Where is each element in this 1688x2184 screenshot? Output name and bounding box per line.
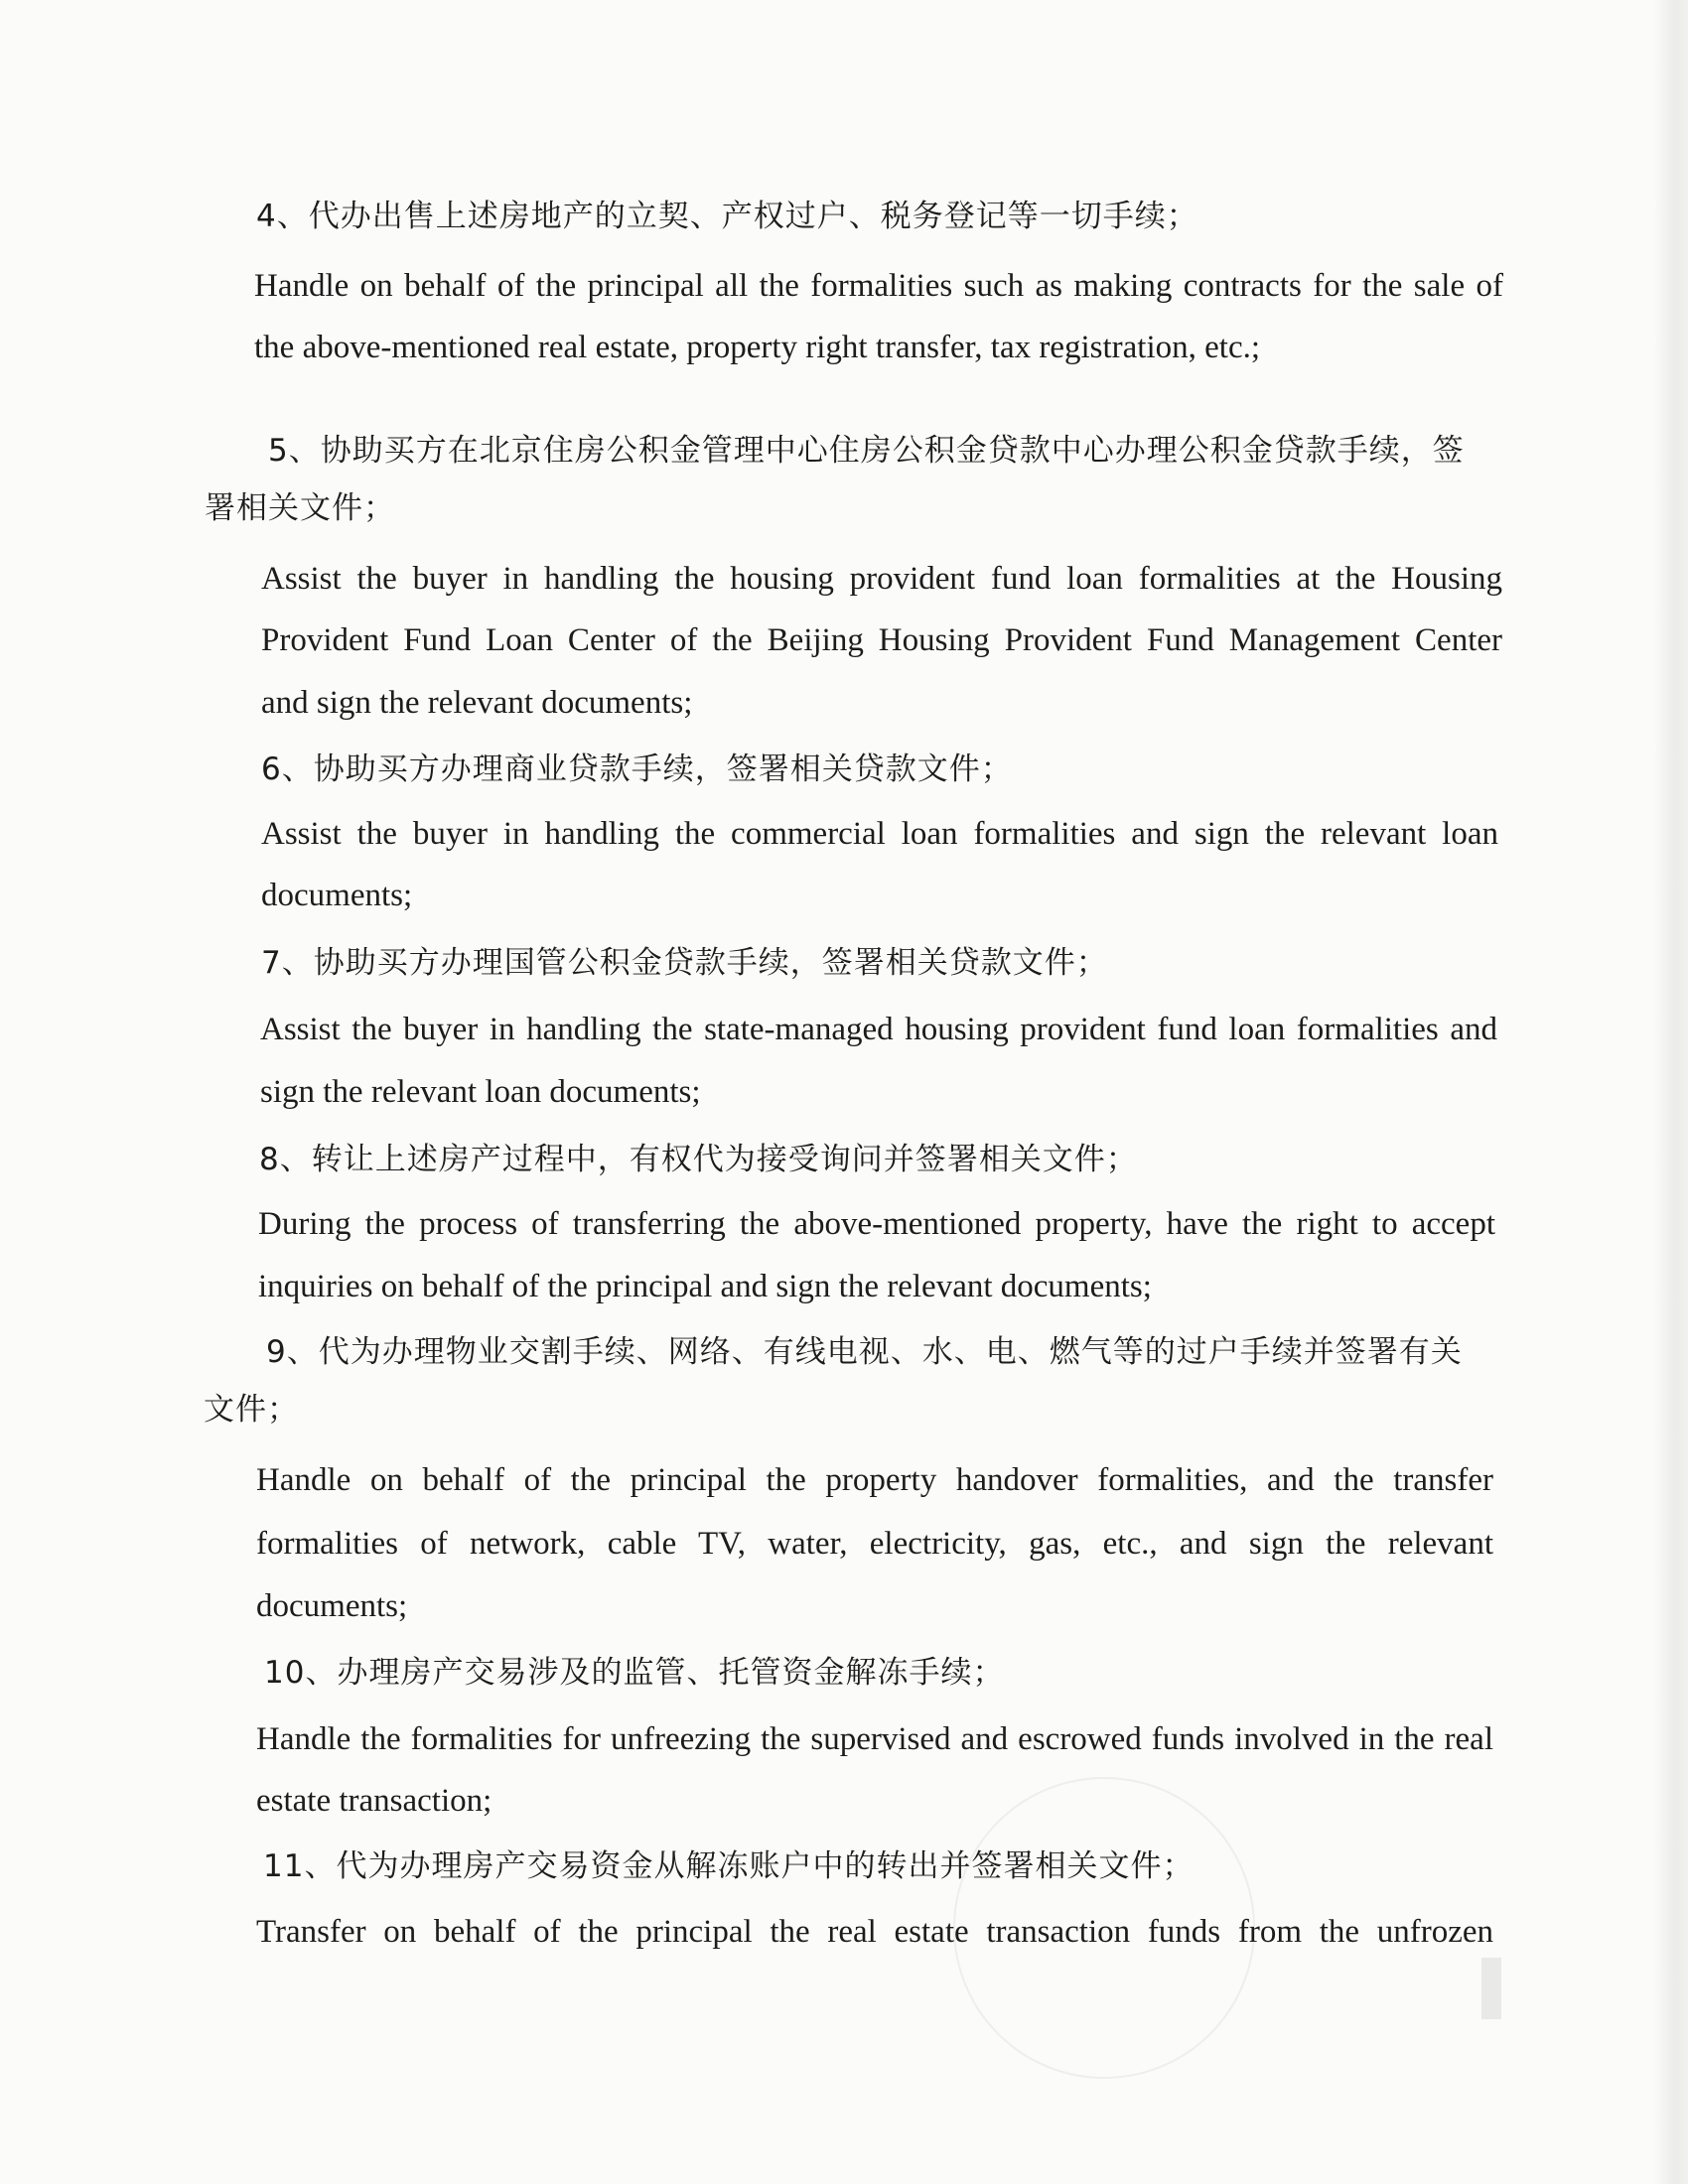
scan-edge-shadow bbox=[1654, 0, 1688, 2184]
item-9-en-line-2: formalities of network, cable TV, water, electricity, gas, etc., and sign the relevant bbox=[256, 1526, 1493, 1562]
item-5-en-line-3: and sign the relevant documents; bbox=[261, 685, 693, 721]
item-11-en-line-1: Transfer on behalf of the principal the real estate transaction funds from the unfrozen bbox=[256, 1914, 1493, 1950]
item-7-en-line-2: sign the relevant loan documents; bbox=[260, 1074, 701, 1110]
item-5-en-line-2: Provident Fund Loan Center of the Beijing Housing Provident Fund Management Center bbox=[261, 622, 1502, 658]
item-9-en-line-1: Handle on behalf of the principal the property handover formalities, and the transfer bbox=[256, 1462, 1493, 1498]
item-8-en-line-2: inquiries on behalf of the principal and sign the relevant documents; bbox=[258, 1269, 1152, 1304]
item-5-zh-line-1: 5、协助买方在北京住房公积金管理中心住房公积金贷款中心办理公积金贷款手续，签 bbox=[268, 433, 1465, 469]
item-9-zh-line-1: 9、代为办理物业交割手续、网络、有线电视、水、电、燃气等的过户手续并签署有关 bbox=[266, 1334, 1463, 1370]
item-8-en-line-1: During the process of transferring the above-mentioned property, have the right to accept bbox=[258, 1206, 1495, 1242]
item-6-zh-line-1: 6、协助买方办理商业贷款手续，签署相关贷款文件； bbox=[261, 751, 1013, 787]
item-4-zh-line-1: 4、代办出售上述房地产的立契、产权过户、税务登记等一切手续； bbox=[256, 199, 1198, 234]
scan-artifact bbox=[1481, 1958, 1501, 2019]
item-11-zh-line-1: 11、代为办理房产交易资金从解冻账户中的转出并签署相关文件； bbox=[263, 1848, 1195, 1884]
item-7-en-line-1: Assist the buyer in handling the state-managed housing provident fund loan formalities and bbox=[260, 1012, 1497, 1047]
item-10-en-line-1: Handle the formalities for unfreezing the supervised and escrowed funds involved in the real bbox=[256, 1721, 1493, 1757]
item-10-zh-line-1: 10、办理房产交易涉及的监管、托管资金解冻手续； bbox=[264, 1655, 1005, 1691]
item-6-en-line-1: Assist the buyer in handling the commercial loan formalities and sign the relevant loan bbox=[261, 816, 1498, 852]
item-4-en-line-2: the above-mentioned real estate, property right transfer, tax registration, etc.; bbox=[254, 330, 1261, 365]
item-4-en-line-1: Handle on behalf of the principal all the formalities such as making contracts for the sale of bbox=[254, 268, 1503, 304]
item-6-en-line-2: documents; bbox=[261, 878, 413, 913]
item-5-en-line-1: Assist the buyer in handling the housing provident fund loan formalities at the Housing bbox=[261, 561, 1502, 597]
item-8-zh-line-1: 8、转让上述房产过程中，有权代为接受询问并签署相关文件； bbox=[259, 1142, 1138, 1177]
item-9-zh-line-2: 文件； bbox=[204, 1392, 299, 1428]
item-5-zh-line-2: 署相关文件； bbox=[205, 490, 395, 526]
item-7-zh-line-1: 7、协助买方办理国管公积金贷款手续，签署相关贷款文件； bbox=[261, 945, 1108, 981]
item-10-en-line-2: estate transaction; bbox=[256, 1783, 492, 1819]
item-9-en-line-3: documents; bbox=[256, 1588, 408, 1624]
